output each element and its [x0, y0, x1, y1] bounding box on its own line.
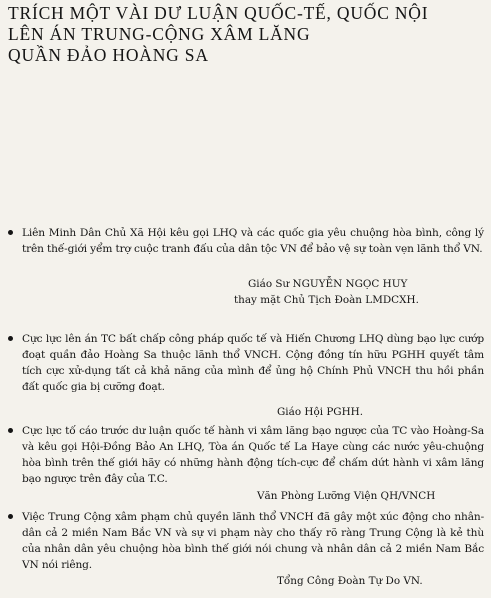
bullet-icon: [8, 514, 13, 519]
statement-text-4: Việc Trung Cộng xâm phạm chủ quyền lãnh thổ VNCH đã gây một xúc động cho nhân-dân cả 2 miền Nam Bắc VN và sự vi phạm này cho thấy rõ ràng Trung Cộng là kẻ thù của nhân dân yêu chuộng hòa bình thế giới nói chung và nhân dân cả 2 miền Nam Bắc VN nói riêng.: [22, 511, 484, 571]
signature-3-line-1: Văn Phòng Lưỡng Viện QH/VNCH: [257, 490, 436, 502]
statement-text-2: Cực lực lên án TC bất chấp công pháp quốc tế và Hiến Chương LHQ dùng bạo lực cướp đoạt quần đảo Hoàng Sa thuộc lãnh thổ VNCH. Cộng đồng tín hữu PGHH quyết tâm tích cực xử-dụng tất cả khả năng của mình để ủng hộ Chính Phủ VNCH thu hồi phần đất quốc gia bị cưỡng đoạt.: [22, 333, 484, 393]
signature-4-line-1: Tổng Công Đoàn Tự Do VN.: [277, 575, 423, 587]
signature-2-line-1: Giáo Hội PGHH.: [277, 406, 364, 418]
statement-text-3: Cực lực tố cáo trước dư luận quốc tế hành vi xâm lăng bạo ngược của TC vào Hoàng-Sa và kêu gọi Hội-Đồng Bảo An LHQ, Tòa án Quốc tế La Haye cùng các nước yêu-chuộng hòa bình trên thế giới hãy có những hành động tích-cực để chấm dứt hành vi xâm lăng bạo ngược trên đây của T.C.: [22, 425, 484, 485]
document-title: [8, 3, 478, 66]
title-line-3: QUẦN ĐẢO HOÀNG SA: [8, 45, 209, 65]
bullet-icon: [8, 336, 13, 341]
statement-entry-4: [8, 509, 484, 573]
bullet-icon: [8, 230, 13, 235]
bullet-icon: [8, 428, 13, 433]
title-line-1: TRÍCH MỘT VÀI DƯ LUẬN QUỐC-TẾ, QUỐC NỘI: [8, 3, 429, 23]
signature-1-line-2: thay mặt Chủ Tịch Đoàn LMDCXH.: [234, 294, 419, 306]
statement-entry-2: [8, 331, 484, 395]
title-line-2: LÊN ÁN TRUNG-CỘNG XÂM LĂNG: [8, 24, 311, 44]
statement-entry-1: [8, 225, 484, 257]
signature-1-line-1: Giáo Sư NGUYỄN NGỌC HUY: [248, 278, 408, 290]
statement-entry-3: [8, 423, 484, 487]
statement-text-1: Liên Minh Dân Chủ Xã Hội kêu gọi LHQ và các quốc gia yêu chuộng hòa bình, công lý trên thế-giới yểm trợ cuộc tranh đấu của dân tộc VN để bảo vệ sự toàn vẹn lãnh thổ VN.: [22, 227, 484, 255]
